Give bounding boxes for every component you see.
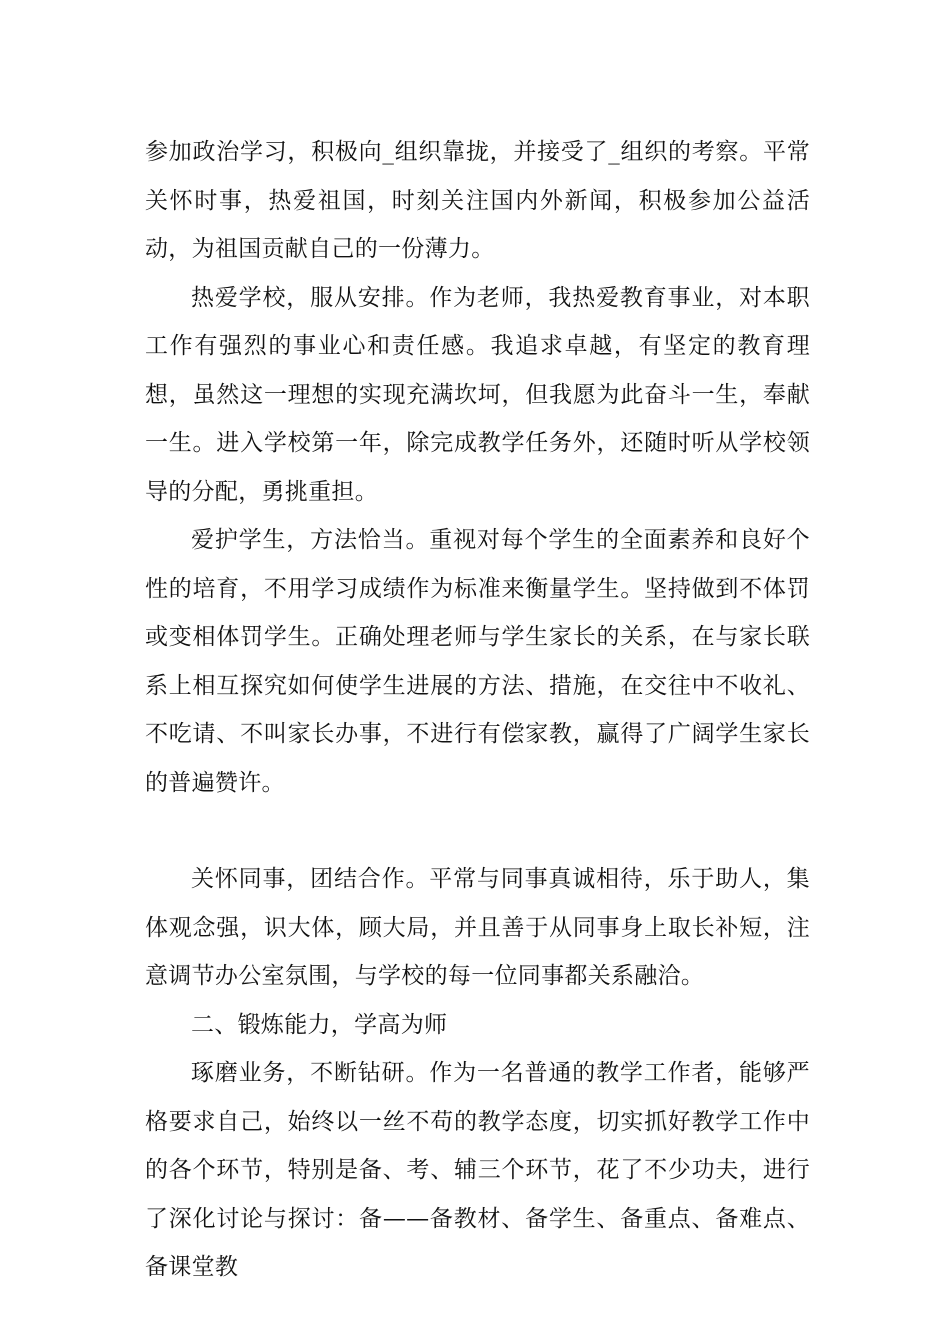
paragraph-love-school: 热爱学校，服从安排。作为老师，我热爱教育事业，对本职工作有强烈的事业心和责任感。我追求卓越，有坚定的教育理想，虽然这一理想的实现充满坎坷，但我愿为此奋斗一生，奉献一生。进入学校第一年，除完成教学任务外，还随时听从学校领导的分配，勇挑重担。 xyxy=(145,284,810,505)
paragraph-care-students: 爱护学生，方法恰当。重视对每个学生的全面素养和良好个性的培育，不用学习成绩作为标准来衡量学生。坚持做到不体罚或变相体罚学生。正确处理老师与学生家长的关系，在与家长联系上相互探究如何使学生进展的方法、措施，在交往中不收礼、不吃请、不叫家长办事，不进行有偿家教，赢得了广阔学生家长的普遍赞许。 xyxy=(145,527,810,796)
paragraph-spacer xyxy=(145,807,810,855)
section-heading: 二、锻炼能力，学高为师 xyxy=(191,1011,448,1038)
paragraph-care-colleagues: 关怀同事，团结合作。平常与同事真诚相待，乐于助人，集体观念强，识大体，顾大局，并且善于从同事身上取长补短，注意调节办公室氛围，与学校的每一位同事都关系融洽。 xyxy=(145,866,810,989)
paragraph-political-study: 参加政治学习，积极向_组织靠拢，并接受了_组织的考察。平常关怀时事，热爱祖国，时刻关注国内外新闻，积极参加公益活动，为祖国贡献自己的一份薄力。 xyxy=(145,139,810,262)
document-body xyxy=(145,128,810,1292)
paragraph-study-business: 琢磨业务，不断钻研。作为一名普通的教学工作者，能够严格要求自己，始终以一丝不苟的教学态度，切实抓好教学工作中的各个环节，特别是备、考、辅三个环节，花了不少功夫，进行了深化讨论与探讨：备——备教材、备学生、备重点、备难点、备课堂教 xyxy=(145,1060,810,1280)
